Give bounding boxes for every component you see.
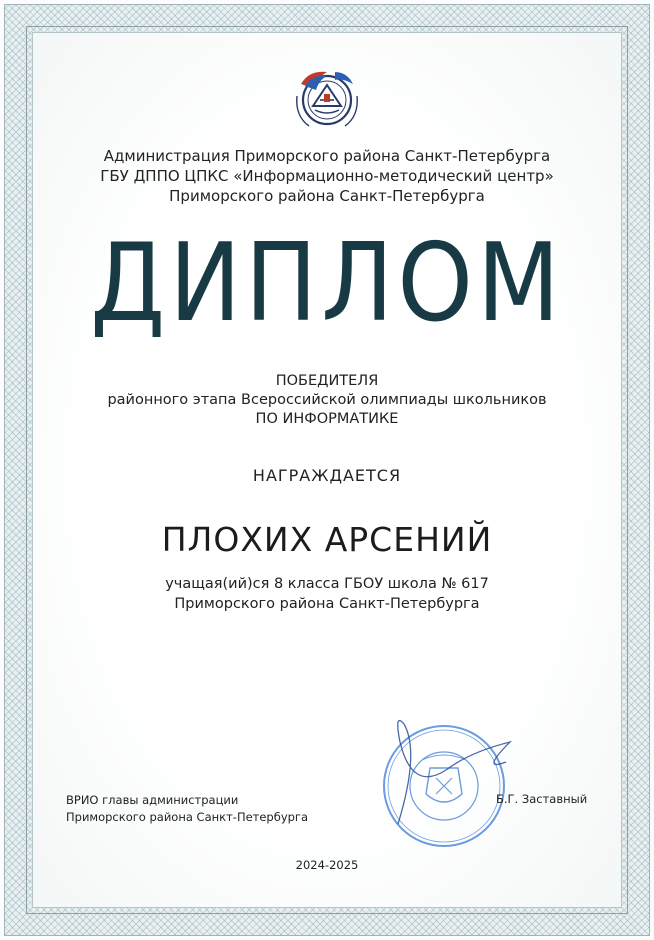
olympiad-emblem-icon <box>287 62 367 136</box>
recipient-name: ПЛОХИХ АРСЕНИЙ <box>161 520 493 559</box>
winner-line-2: районного этапа Всероссийской олимпиады школьников <box>107 392 547 408</box>
signatory-position-line-2: Приморского района Санкт-Петербурга <box>66 810 309 824</box>
issuing-organization <box>0 146 654 206</box>
official-stamp-icon <box>360 712 520 852</box>
winner-line-3: ПО ИНФОРМАТИКЕ <box>255 411 399 427</box>
school-info <box>0 574 654 614</box>
awarded-label: НАГРАЖДАЕТСЯ <box>252 466 402 485</box>
org-line-2: ГБУ ДППО ЦПКС «Информационно-методический центр» <box>100 167 554 185</box>
diploma-title: ДИПЛОМ <box>90 220 564 346</box>
org-line-1: Администрация Приморского района Санкт-Петербурга <box>103 147 551 165</box>
signatory-position-line-1: ВРИО главы администрации <box>66 793 239 807</box>
school-line-2: Приморского района Санкт-Петербурга <box>174 596 480 612</box>
winner-description <box>0 372 654 429</box>
winner-line-1: ПОБЕДИТЕЛЯ <box>275 373 379 389</box>
signatory-position <box>66 792 308 826</box>
org-line-3: Приморского района Санкт-Петербурга <box>169 187 485 205</box>
school-line-1: учащая(ий)ся 8 класса ГБОУ школа № 617 <box>165 576 489 592</box>
signatory-name: Б.Г. Заставный <box>496 792 588 806</box>
academic-year: 2024-2025 <box>295 858 359 872</box>
